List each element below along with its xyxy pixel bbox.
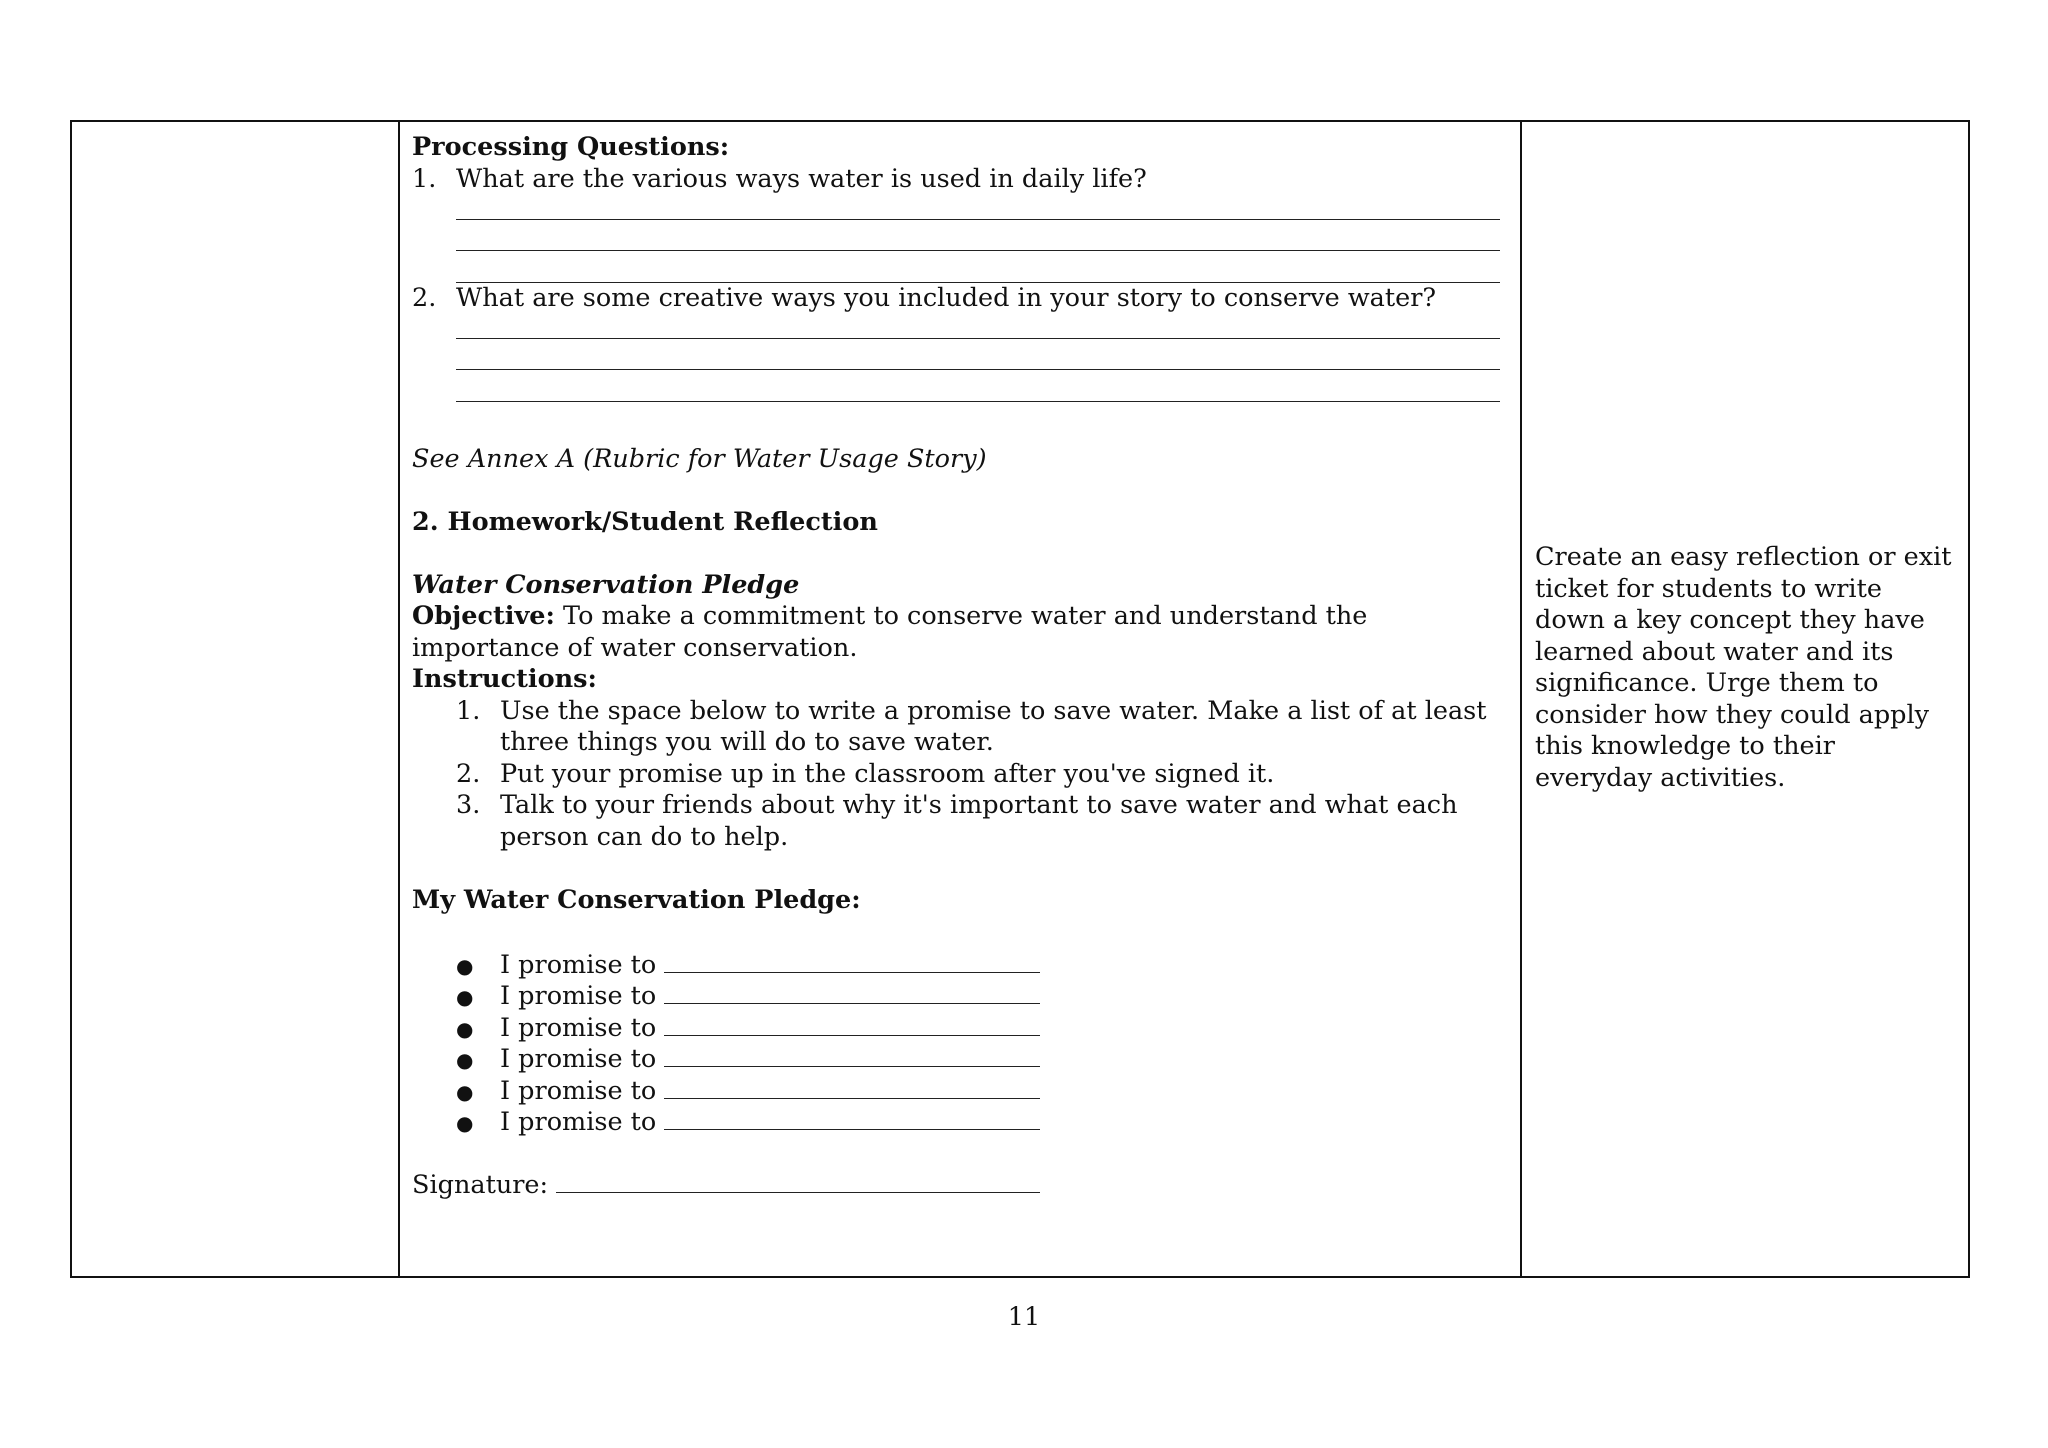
left-column-cell (72, 122, 400, 1276)
pledge-text: I promise to (500, 1012, 657, 1043)
answer-line[interactable] (456, 370, 1500, 402)
pledge-text: I promise to (500, 1075, 657, 1106)
question-text: What are the various ways water is used in daily life? (456, 163, 1147, 194)
processing-questions-heading: Processing Questions: (412, 132, 730, 162)
signature-row (412, 1168, 1500, 1202)
question-number: 2. (412, 282, 437, 313)
instruction-number: 3. (456, 790, 481, 820)
homework-heading: 2. Homework/Student Reflection (412, 506, 878, 537)
pledge-item (412, 979, 1500, 1011)
pledge-text: I promise to (500, 1107, 657, 1137)
instruction-text: Talk to your friends about why it's important to save water and what each person can do to help. (500, 790, 1458, 852)
lesson-plan-table (70, 120, 1970, 1278)
pledge-blank[interactable] (664, 1105, 1040, 1130)
bullet-icon: ● (456, 985, 474, 1009)
instruction-text: Put your promise up in the classroom after you've signed it. (500, 758, 1275, 789)
pledge-item (412, 1074, 1500, 1106)
pledge-blank[interactable] (664, 1074, 1040, 1099)
objective-label: Objective: (412, 601, 555, 631)
instructions-label: Instructions: (412, 664, 597, 694)
pledge-item (412, 948, 1500, 980)
instructions-list (412, 696, 1500, 854)
page-number: 11 (1007, 1302, 1041, 1332)
instruction-item (412, 759, 1500, 791)
bullet-icon: ● (456, 1111, 474, 1135)
pledge-text: I promise to (500, 1044, 657, 1074)
pledge-text: I promise to (500, 981, 657, 1011)
answer-lines[interactable] (412, 188, 1500, 283)
instruction-item (412, 696, 1500, 759)
pledge-blank[interactable] (664, 1011, 1040, 1036)
answer-line[interactable] (456, 339, 1500, 371)
bullet-icon: ● (456, 953, 474, 978)
pledge-item (412, 1105, 1500, 1137)
question-item (412, 283, 1500, 315)
pledge-blank[interactable] (664, 979, 1040, 1004)
answer-line[interactable] (456, 251, 1500, 283)
answer-line[interactable] (456, 220, 1500, 252)
instruction-number: 2. (456, 758, 481, 789)
my-pledge-heading: My Water Conservation Pledge: (412, 884, 861, 915)
notes-cell (1522, 122, 1968, 1276)
teacher-notes: Create an easy reflection or exit ticket for students to write down a key concept they have learned about water and its significance. Urge them to consider how they could apply this knowledge to their everyday activities. (1535, 542, 1952, 793)
pledge-item (412, 1042, 1500, 1074)
pledge-title: Water Conservation Pledge (412, 569, 800, 600)
answer-lines[interactable] (412, 307, 1500, 402)
pledge-item (412, 1011, 1500, 1043)
question-number: 1. (412, 163, 437, 194)
objective-text: To make a commitment to conserve water and understand the importance of water conservation. (412, 601, 1368, 663)
pledge-blank[interactable] (664, 948, 1040, 973)
pledge-text: I promise to (500, 949, 657, 980)
main-content-cell (400, 122, 1522, 1276)
instruction-number: 1. (456, 695, 481, 726)
bullet-icon: ● (456, 1016, 474, 1041)
signature-blank[interactable] (556, 1168, 1040, 1193)
pledge-list (412, 948, 1500, 1137)
instruction-text: Use the space below to write a promise to save water. Make a list of at least three things you will do to save water. (500, 695, 1487, 757)
bullet-icon: ● (456, 1079, 474, 1104)
instruction-item (412, 790, 1500, 853)
signature-label: Signature: (412, 1170, 549, 1200)
bullet-icon: ● (456, 1048, 474, 1072)
pledge-blank[interactable] (664, 1042, 1040, 1067)
annex-note: See Annex A (Rubric for Water Usage Story) (412, 443, 987, 474)
objective-paragraph (412, 601, 1500, 664)
question-text: What are some creative ways you included in your story to conserve water? (456, 282, 1437, 313)
